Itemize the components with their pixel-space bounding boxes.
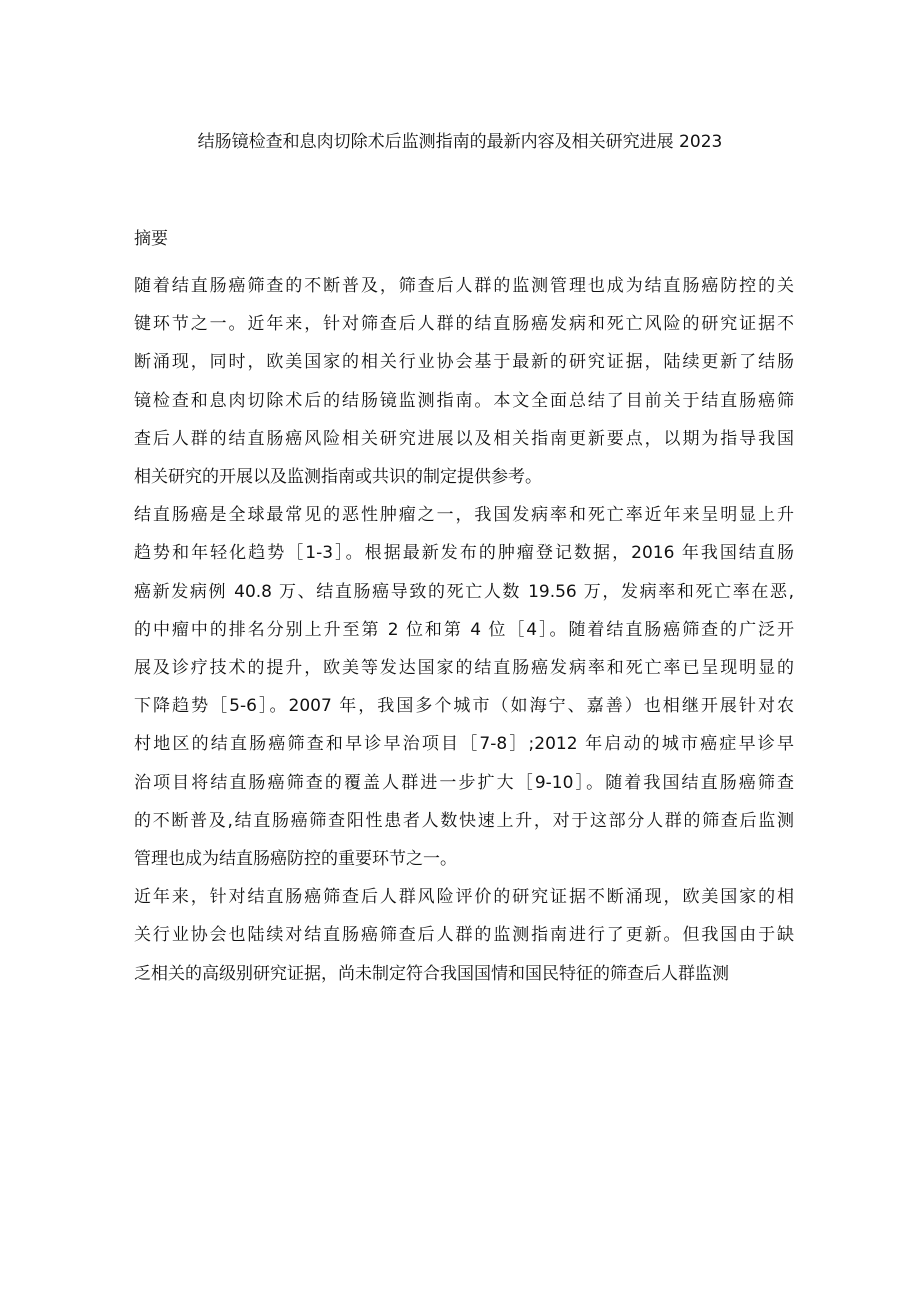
- text-line: 结直肠癌是全球最常见的恶性肿瘤之一，我国发病率和死亡率近年来呈明显上升: [134, 505, 794, 526]
- text-line: 近年来，针对结直肠癌筛查后人群风险评价的研究证据不断涌现，欧美国家的相: [134, 887, 794, 908]
- text-line: 断涌现，同时，欧美国家的相关行业协会基于最新的研究证据，陆续更新了结肠: [134, 352, 794, 373]
- text-line: 村地区的结直肠癌筛查和早诊早治项目［7-8］;2012 年启动的城市癌症早诊早: [134, 734, 794, 755]
- text-line: 的中瘤中的排名分别上升至第 2 位和第 4 位［4］。随着结直肠癌筛查的广泛开: [134, 619, 794, 640]
- text-line: 趋势和年轻化趋势［1-3］。根据最新发布的肿瘤登记数据，2016 年我国结直肠: [134, 543, 794, 564]
- text-line: 查后人群的结直肠癌风险相关研究进展以及相关指南更新要点，以期为指导我国: [134, 428, 794, 449]
- document-title: 结肠镜检查和息肉切除术后监测指南的最新内容及相关研究进展 2023: [197, 132, 723, 152]
- text-line: 下降趋势［5-6］。2007 年，我国多个城市（如海宁、嘉善）也相继开展针对农: [134, 696, 794, 717]
- paragraph: [134, 496, 794, 878]
- text-line: 展及诊疗技术的提升，欧美等发达国家的结直肠癌发病率和死亡率已呈现明显的: [134, 658, 794, 679]
- text-line: 关行业协会也陆续对结直肠癌筛查后人群的监测指南进行了更新。但我国由于缺: [134, 925, 794, 946]
- abstract-heading: 摘要: [134, 229, 168, 249]
- abstract-body: [134, 267, 794, 993]
- text-line: 键环节之一。近年来，针对筛查后人群的结直肠癌发病和死亡风险的研究证据不: [134, 314, 794, 335]
- text-line: 乏相关的高级别研究证据，尚未制定符合我国国情和国民特征的筛查后人群监测: [134, 963, 729, 984]
- text-line: 管理也成为结直肠癌防控的重要环节之一。: [134, 849, 457, 870]
- paragraph: [134, 267, 794, 496]
- text-line: 癌新发病例 40.8 万、结直肠癌导致的死亡人数 19.56 万，发病率和死亡率在恶,: [134, 581, 794, 602]
- paragraph: [134, 878, 794, 993]
- text-line: 镜检查和息肉切除术后的结肠镜监测指南。本文全面总结了目前关于结直肠癌筛: [134, 390, 794, 411]
- text-line: 治项目将结直肠癌筛查的覆盖人群进一步扩大［9-10］。随着我国结直肠癌筛查: [134, 772, 794, 793]
- text-line: 相关研究的开展以及监测指南或共识的制定提供参考。: [134, 467, 542, 488]
- text-line: 随着结直肠癌筛查的不断普及，筛查后人群的监测管理也成为结直肠癌防控的关: [134, 276, 794, 296]
- text-line: 的不断普及,结直肠癌筛查阳性患者人数快速上升，对于这部分人群的筛查后监测: [134, 810, 794, 831]
